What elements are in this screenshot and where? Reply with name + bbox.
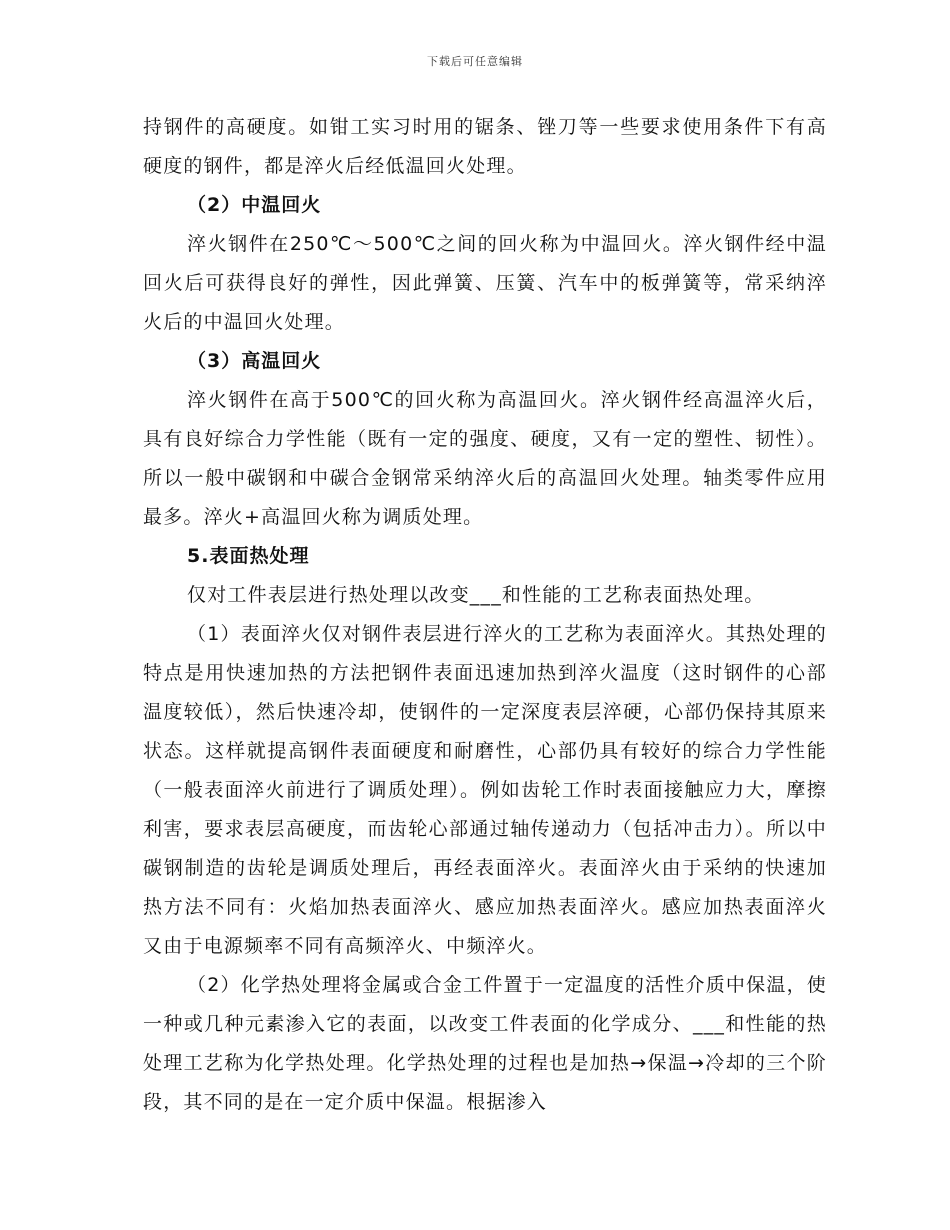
paragraph-chemical-heat-treatment: （2）化学热处理将金属或合金工件置于一定温度的活性介质中保温，使一种或几种元素渗入它的表面，以改变工件表面的化学成分、___和性能的热处理工艺称为化学热处理。化学热处理的过程也是加热→保温→冷却的三个阶段，其不同的是在一定介质中保温。根据渗入 — [143, 974, 827, 1113]
page-header: 下载后可任意编辑 — [427, 55, 523, 68]
heading-high-temp-tempering: （3）高温回火 — [187, 350, 322, 372]
paragraph-medium-temp-tempering: 淬火钢件在250℃～500℃之间的回火称为中温回火。淬火钢件经中温回火后可获得良好的弹性，因此弹簧、压簧、汽车中的板弹簧等，常采纳淬火后的中温回火处理。 — [143, 233, 827, 333]
heading-surface-heat-treatment: 5.表面热处理 — [187, 545, 310, 567]
document-body — [143, 108, 827, 1122]
paragraph-surface-quenching: （1）表面淬火仅对钢件表层进行淬火的工艺称为表面淬火。其热处理的特点是用快速加热的方法把钢件表面迅速加热到淬火温度（这时钢件的心部温度较低），然后快速冷却，使钢件的一定深度表层淬硬，心部仍保持其原来状态。这样就提高钢件表面硬度和耐磨性，心部仍具有较好的综合力学性能（一般表面淬火前进行了调质处理）。例如齿轮工作时表面接触应力大，摩擦利害，要求表层高硬度，而齿轮心部通过轴传递动力（包括冲击力）。所以中碳钢制造的齿轮是调质处理后，再经表面淬火。表面淬火由于采纳的快速加热方法不同有：火焰加热表面淬火、感应加热表面淬火。感应加热表面淬火又由于电源频率不同有高频淬火、中频淬火。 — [143, 623, 827, 957]
paragraph-high-temp-tempering: 淬火钢件在高于500℃的回火称为高温回火。淬火钢件经高温淬火后，具有良好综合力学性能（既有一定的强度、硬度，又有一定的塑性、韧性）。所以一般中碳钢和中碳合金钢常采纳淬火后的高温回火处理。轴类零件应用最多。淬火+高温回火称为调质处理。 — [143, 389, 827, 528]
heading-medium-temp-tempering: （2）中温回火 — [187, 194, 322, 216]
paragraph-low-temp-tempering-end: 持钢件的高硬度。如钳工实习时用的锯条、锉刀等一些要求使用条件下有高硬度的钢件，都是淬火后经低温回火处理。 — [143, 116, 827, 177]
paragraph-surface-heat-treatment-def: 仅对工件表层进行热处理以改变___和性能的工艺称表面热处理。 — [187, 584, 765, 606]
